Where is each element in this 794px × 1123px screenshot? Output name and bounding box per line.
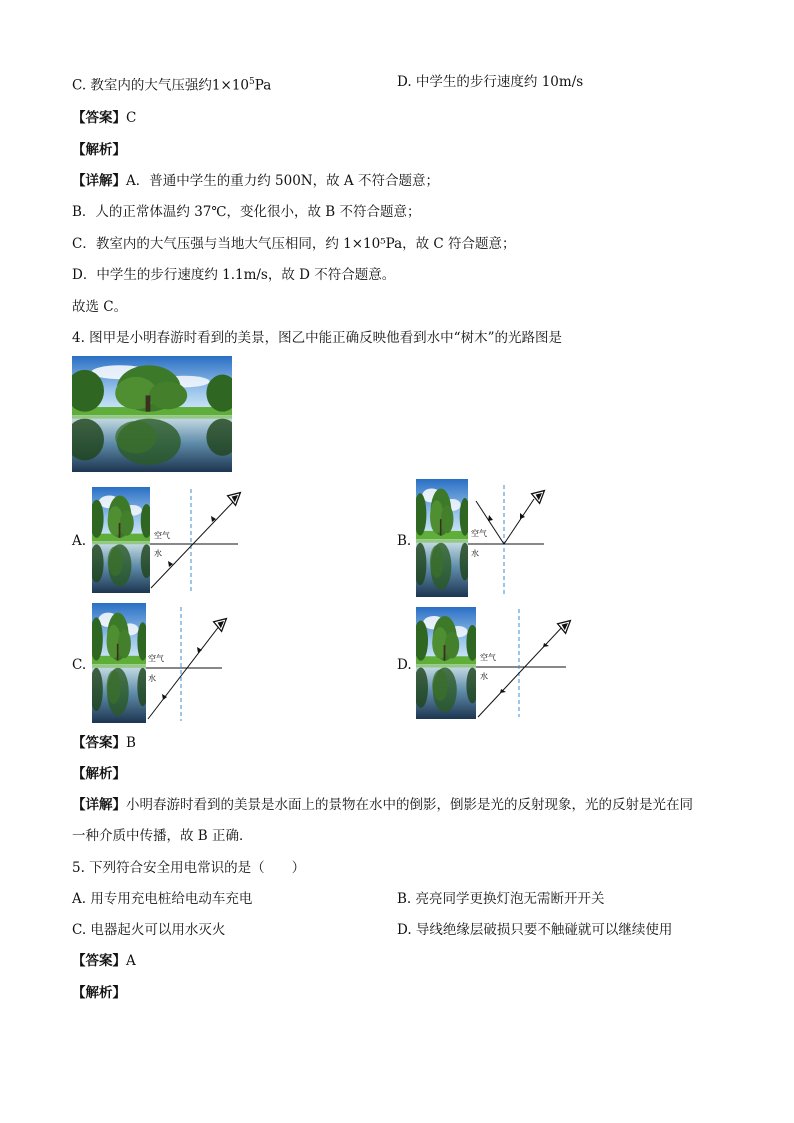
eye-icon [214,619,227,632]
water-label: 水 [148,674,156,683]
eye-icon [228,493,241,506]
q3-option-c-exponent: 5 [249,77,255,87]
answer-tag: 【答案】 [72,953,126,969]
q3-answer: C [126,110,137,126]
q3-answer-line [72,109,136,127]
detail-tag: 【详解】 [72,173,126,189]
q3-detail-c: C．教室内的大气压强与当地大气压相同，约 1×10⁵Pa，故 C 符合题意； [72,236,516,252]
q3-option-d: D. 中学生的步行速度约 10m/s [397,74,584,90]
q4-answer: B [126,735,136,751]
q4-detail-line1 [72,796,693,814]
q5-option-b: B. 亮亮同学更换灯泡无需断开开关 [397,891,605,907]
q4-option-c-label: C. [72,657,87,673]
q4-option-a-diagram [92,483,252,593]
landscape-photo [72,356,232,472]
answer-tag: 【答案】 [72,735,126,751]
air-label: 空气 [480,653,496,662]
air-label: 空气 [154,531,170,540]
air-label: 空气 [471,529,487,538]
q5-option-d: D. 导线绝缘层破损只要不触碰就可以继续使用 [397,922,673,938]
q3-option-c [72,73,271,95]
q4-option-d-label: D. [397,657,412,673]
q3-detail-a-text: A．普通中学生的重力约 500N，故 A 不符合题意； [126,173,439,189]
q3-conclusion: 故选 C。 [72,299,128,315]
eye-icon [532,491,545,504]
q5-option-a: A. 用专用充电桩给电动车充电 [72,891,253,907]
q3-detail-b: B．人的正常体温约 37℃，变化很小，故 B 不符合题意； [72,204,421,220]
q5-stem: 5. 下列符合安全用电常识的是（ ） [72,860,306,876]
q5-analysis-tag: 【解析】 [72,985,126,1001]
q3-analysis-tag: 【解析】 [72,142,126,158]
q4-analysis-tag: 【解析】 [72,766,126,782]
q5-answer-line [72,952,136,970]
q5-option-c: C. 电器起火可以用水灭火 [72,922,226,938]
q4-answer-line [72,734,136,752]
q3-option-c-text: C. 教室内的大气压强约1×10 [72,77,250,94]
q3-detail-a [72,172,439,190]
water-label: 水 [471,549,479,558]
q4-option-b-label: B. [397,533,412,549]
q4-stem: 4. 图甲是小明春游时看到的美景，图乙中能正确反映他看到水中“树木”的光路图是 [72,330,562,346]
water-label: 水 [154,549,162,558]
water-label: 水 [480,672,488,681]
air-label: 空气 [148,654,164,663]
q5-answer: A [126,953,136,969]
q4-option-b-diagram [416,479,566,597]
q4-option-d-diagram [416,607,576,719]
q4-option-c-diagram [92,603,242,723]
eye-icon [558,621,571,634]
q3-option-c-unit: Pa [254,77,272,94]
answer-tag: 【答案】 [72,110,126,126]
detail-tag: 【详解】 [72,797,126,813]
q4-option-a-label: A. [72,533,87,549]
q4-detail-line1-text: 小明春游时看到的美景是水面上的景物在水中的倒影，倒影是光的反射现象，光的反射是光在同 [126,797,693,813]
q4-detail-line2: 一种介质中传播，故 B 正确． [72,828,253,844]
q3-detail-d: D．中学生的步行速度约 1.1m/s，故 D 不符合题意。 [72,267,396,283]
